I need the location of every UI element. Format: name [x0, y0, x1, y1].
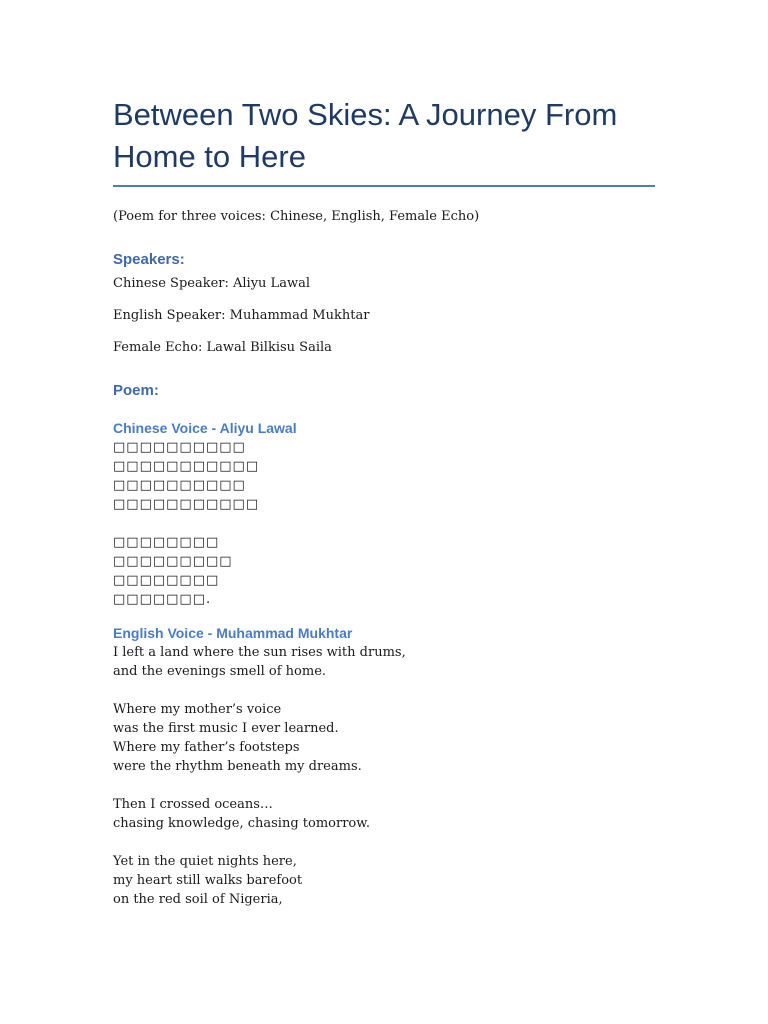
- poem-line: □□□□□□□.: [113, 592, 212, 607]
- poem-line: chasing knowledge, chasing tomorrow.: [113, 816, 370, 831]
- poem-line: □□□□□□□□: [113, 535, 220, 550]
- poem-line: Yet in the quiet nights here,: [113, 854, 297, 869]
- poem-heading: Poem:: [113, 382, 159, 399]
- english-voice-text: [113, 643, 655, 909]
- poem-line: Where my mother’s voice: [113, 702, 282, 717]
- chinese-voice-text: [113, 438, 655, 609]
- poem-line: □□□□□□□□□□: [113, 478, 246, 493]
- speaker-female-echo: Female Echo: Lawal Bilkisu Saila: [113, 340, 332, 355]
- speakers-heading: Speakers:: [113, 251, 185, 268]
- chinese-stanza: [113, 438, 655, 514]
- document-title: Between Two Skies: A Journey From Home to Here: [113, 97, 618, 174]
- english-voice-heading: English Voice - Muhammad Mukhtar: [113, 625, 353, 641]
- poem-line: Where my father’s footsteps: [113, 740, 300, 755]
- poem-line: □□□□□□□□□□: [113, 440, 246, 455]
- english-stanza: [113, 795, 655, 833]
- poem-line: Then I crossed oceans…: [113, 797, 273, 812]
- document-body: [113, 94, 655, 909]
- english-stanza: [113, 852, 655, 909]
- poem-line: I left a land where the sun rises with drums,: [113, 645, 406, 660]
- chinese-stanza: [113, 533, 655, 609]
- english-stanza: [113, 643, 655, 681]
- title-underline: [113, 185, 655, 187]
- english-stanza: [113, 700, 655, 776]
- poem-line: was the first music I ever learned.: [113, 721, 339, 736]
- speaker-chinese: Chinese Speaker: Aliyu Lawal: [113, 276, 310, 291]
- poem-line: on the red soil of Nigeria,: [113, 892, 283, 907]
- poem-line: □□□□□□□□□: [113, 554, 233, 569]
- speakers-list: [113, 274, 655, 357]
- poem-line: were the rhythm beneath my dreams.: [113, 759, 362, 774]
- poem-line: □□□□□□□□□□□: [113, 459, 260, 474]
- poem-line: □□□□□□□□□□□: [113, 497, 260, 512]
- poem-subtitle: (Poem for three voices: Chinese, English, Female Echo): [113, 209, 480, 224]
- poem-line: □□□□□□□□: [113, 573, 220, 588]
- speaker-english: English Speaker: Muhammad Mukhtar: [113, 308, 370, 323]
- chinese-voice-heading: Chinese Voice - Aliyu Lawal: [113, 420, 297, 436]
- poem-line: my heart still walks barefoot: [113, 873, 303, 888]
- poem-line: and the evenings smell of home.: [113, 664, 327, 679]
